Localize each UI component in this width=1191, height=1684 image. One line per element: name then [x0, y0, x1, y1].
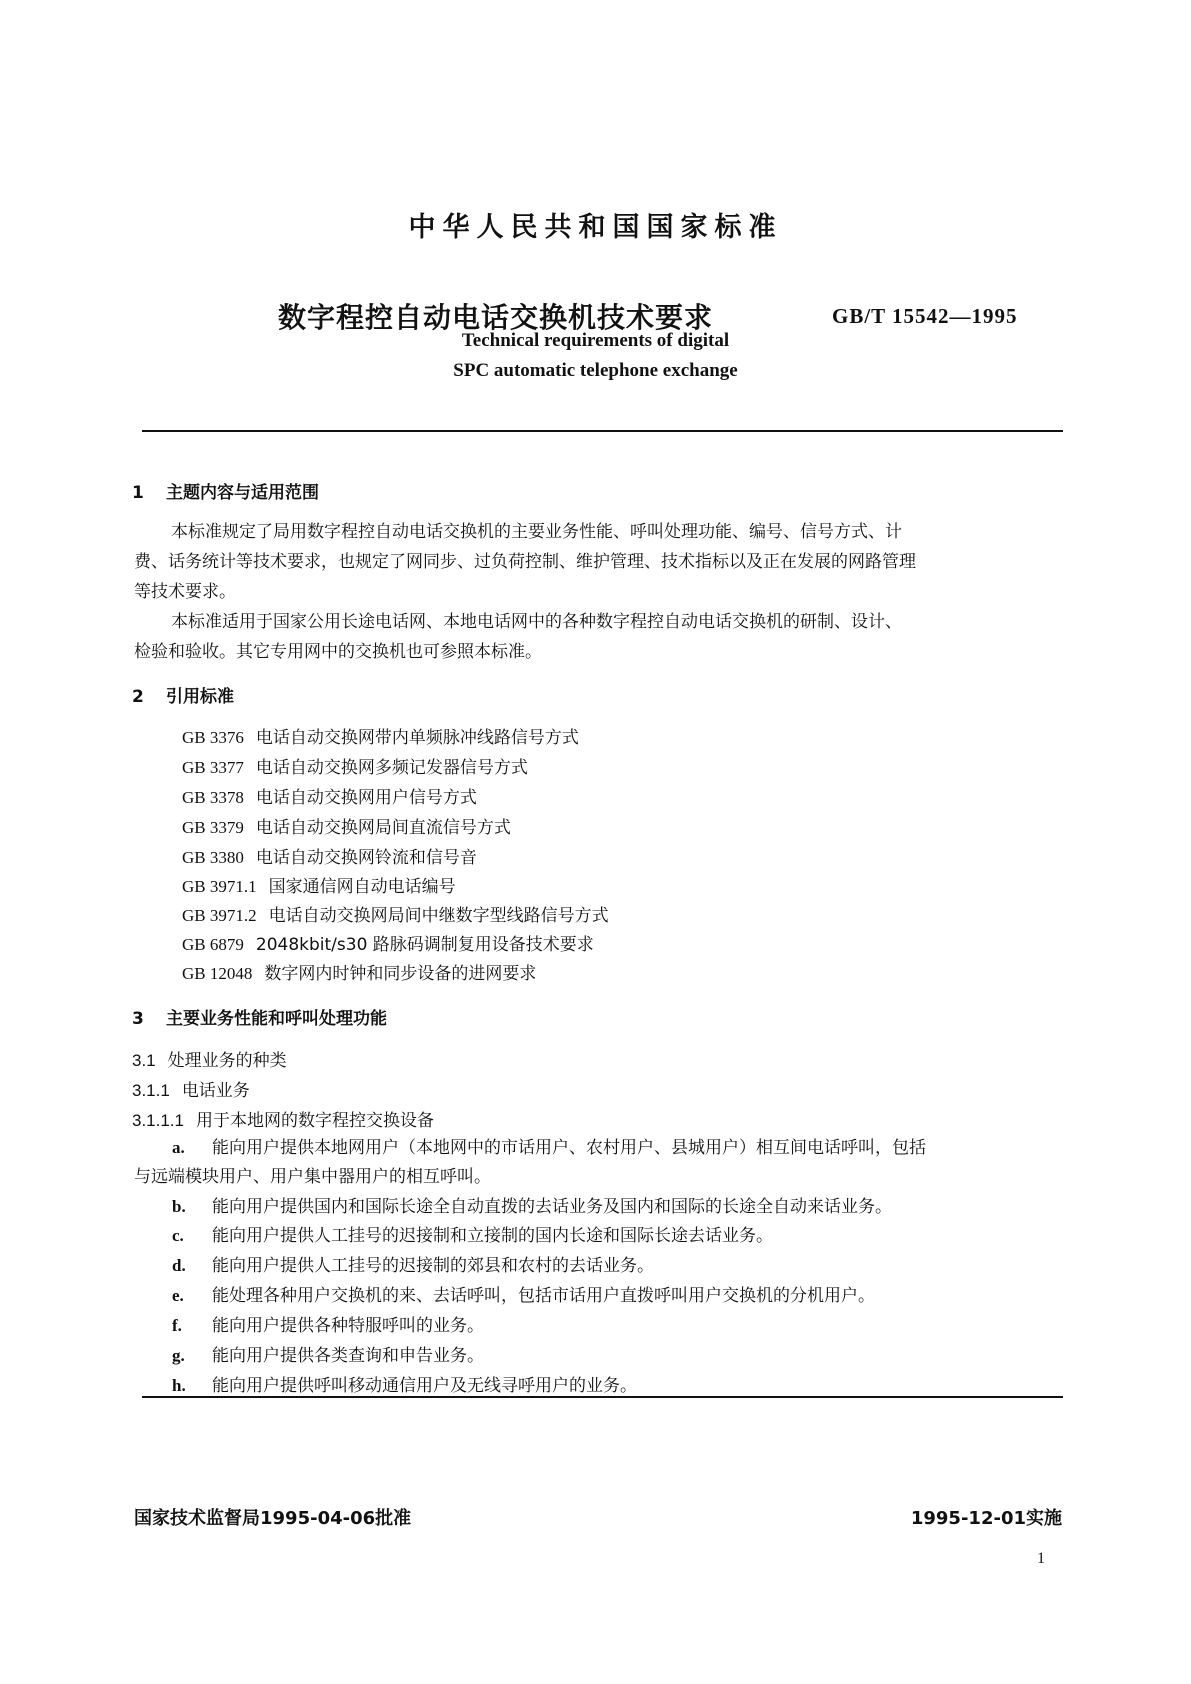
section-3-title: 主要业务性能和呼叫处理功能: [166, 1009, 387, 1029]
section-1-heading: [132, 478, 319, 503]
list-item: [172, 1371, 637, 1396]
section-3-heading: [132, 1004, 387, 1029]
section-2-number: 2: [132, 687, 144, 707]
list-item-text: 能向用户提供各类查询和申告业务。: [212, 1346, 484, 1366]
reference-title: 电话自动交换网带内单频脉冲线路信号方式: [255, 728, 579, 748]
list-item-letter: a.: [172, 1138, 185, 1157]
reference-code: GB 3378: [182, 788, 244, 807]
list-item: [172, 1311, 484, 1336]
list-item-letter: g.: [172, 1346, 185, 1365]
list-item-letter: e.: [172, 1286, 184, 1305]
section-1-title: 主题内容与适用范围: [166, 483, 319, 503]
list-item-text: 能向用户提供人工挂号的迟接制和立接制的国内长途和国际长途去话业务。: [212, 1226, 773, 1246]
list-item: [172, 1341, 484, 1366]
list-item-letter: c.: [172, 1226, 184, 1245]
footer-divider: [142, 1396, 1063, 1398]
reference-title: 电话自动交换网局间直流信号方式: [255, 818, 511, 838]
reference-item: [182, 872, 456, 897]
section-1-para1-line3: 等技术要求。: [134, 582, 236, 602]
list-item: [172, 1251, 654, 1276]
reference-title: 2048kbit/s30 路脉码调制复用设备技术要求: [255, 935, 594, 955]
header-divider: [142, 430, 1063, 432]
subsection-3-1: [132, 1046, 287, 1071]
approval-statement: 国家技术监督局1995-04-06批准: [134, 1508, 412, 1529]
subsection-3-1-1: [132, 1076, 250, 1101]
document-title: 数字程控自动电话交换机技术要求: [278, 301, 714, 334]
reference-title: 电话自动交换网铃流和信号音: [255, 848, 477, 868]
reference-code: GB 3376: [182, 728, 244, 747]
subsection-3-1-1-1-title: 用于本地网的数字程控交换设备: [196, 1111, 434, 1131]
section-2-title: 引用标准: [166, 687, 234, 707]
list-item-text: 能向用户提供呼叫移动通信用户及无线寻呼用户的业务。: [212, 1376, 637, 1396]
list-item-text: 能向用户提供各种特服呼叫的业务。: [212, 1316, 484, 1336]
page-number: 1: [1037, 1550, 1045, 1567]
reference-item: [182, 930, 594, 955]
list-item-letter: d.: [172, 1256, 186, 1275]
subsection-3-1-title: 处理业务的种类: [167, 1051, 287, 1071]
section-1-para1-line2: 费、话务统计等技术要求，也规定了网同步、过负荷控制、维护管理、技术指标以及正在发展的网路管理: [134, 552, 916, 572]
reference-code: GB 3379: [182, 818, 244, 837]
reference-code: GB 6879: [182, 935, 244, 954]
reference-item: [182, 753, 528, 778]
subsection-3-1-1-1: [132, 1106, 434, 1131]
list-item: [172, 1192, 892, 1217]
reference-code: GB 3380: [182, 848, 244, 867]
section-2-heading: [132, 682, 234, 707]
section-1-para2-line1: 本标准适用于国家公用长途电话网、本地电话网中的各种数字程控自动电话交换机的研制、设计、: [171, 612, 902, 632]
list-item-text: 能处理各种用户交换机的来、去话呼叫，包括市话用户直拨呼叫用户交换机的分机用户。: [212, 1286, 875, 1306]
reference-code: GB 3971.1: [182, 877, 257, 896]
section-3-number: 3: [132, 1009, 144, 1029]
reference-title: 国家通信网自动电话编号: [268, 877, 456, 897]
reference-item: [182, 843, 477, 868]
standard-code: GB/T 15542—1995: [832, 304, 1018, 328]
list-item-letter: h.: [172, 1376, 186, 1395]
english-title-line2: SPC automatic telephone exchange: [453, 360, 738, 381]
reference-title: 数字网内时钟和同步设备的进网要求: [264, 964, 537, 984]
reference-title: 电话自动交换网用户信号方式: [255, 788, 477, 808]
subsection-3-1-1-number: 3.1.1: [132, 1081, 170, 1100]
reference-item: [182, 813, 511, 838]
section-1-para1-line1: 本标准规定了局用数字程控自动电话交换机的主要业务性能、呼叫处理功能、编号、信号方式、计: [171, 522, 902, 542]
section-1-number: 1: [132, 483, 144, 503]
reference-title: 电话自动交换网多频记发器信号方式: [255, 758, 528, 778]
list-item: [172, 1221, 773, 1246]
standard-org-header: 中华人民共和国国家标准: [408, 212, 783, 243]
reference-code: GB 3377: [182, 758, 244, 777]
subsection-3-1-1-title: 电话业务: [181, 1081, 250, 1101]
list-item: [172, 1133, 926, 1158]
english-title-line1: Technical requirements of digital: [461, 330, 730, 351]
reference-title: 电话自动交换网局间中继数字型线路信号方式: [268, 906, 609, 926]
reference-item: [182, 783, 477, 808]
list-item-letter: f.: [172, 1316, 182, 1335]
reference-item: [182, 901, 609, 926]
effective-date: 1995-12-01实施: [910, 1508, 1062, 1529]
subsection-3-1-number: 3.1: [132, 1051, 156, 1070]
reference-code: GB 12048: [182, 964, 253, 983]
list-item-continuation: 与远端模块用户、用户集中器用户的相互呼叫。: [134, 1167, 491, 1187]
list-item-letter: b.: [172, 1197, 186, 1216]
section-1-para2-line2: 检验和验收。其它专用网中的交换机也可参照本标准。: [134, 642, 542, 662]
list-item: [172, 1281, 875, 1306]
reference-code: GB 3971.2: [182, 906, 257, 925]
reference-item: [182, 723, 579, 748]
list-item-text: 能向用户提供人工挂号的迟接制的郊县和农村的去话业务。: [212, 1256, 654, 1276]
list-item-text: 能向用户提供国内和国际长途全自动直拨的去话业务及国内和国际的长途全自动来话业务。: [212, 1197, 892, 1217]
subsection-3-1-1-1-number: 3.1.1.1: [132, 1111, 184, 1130]
list-item-text: 能向用户提供本地网用户（本地网中的市话用户、农村用户、县城用户）相互间电话呼叫，包括: [212, 1138, 926, 1158]
reference-item: [182, 959, 536, 984]
